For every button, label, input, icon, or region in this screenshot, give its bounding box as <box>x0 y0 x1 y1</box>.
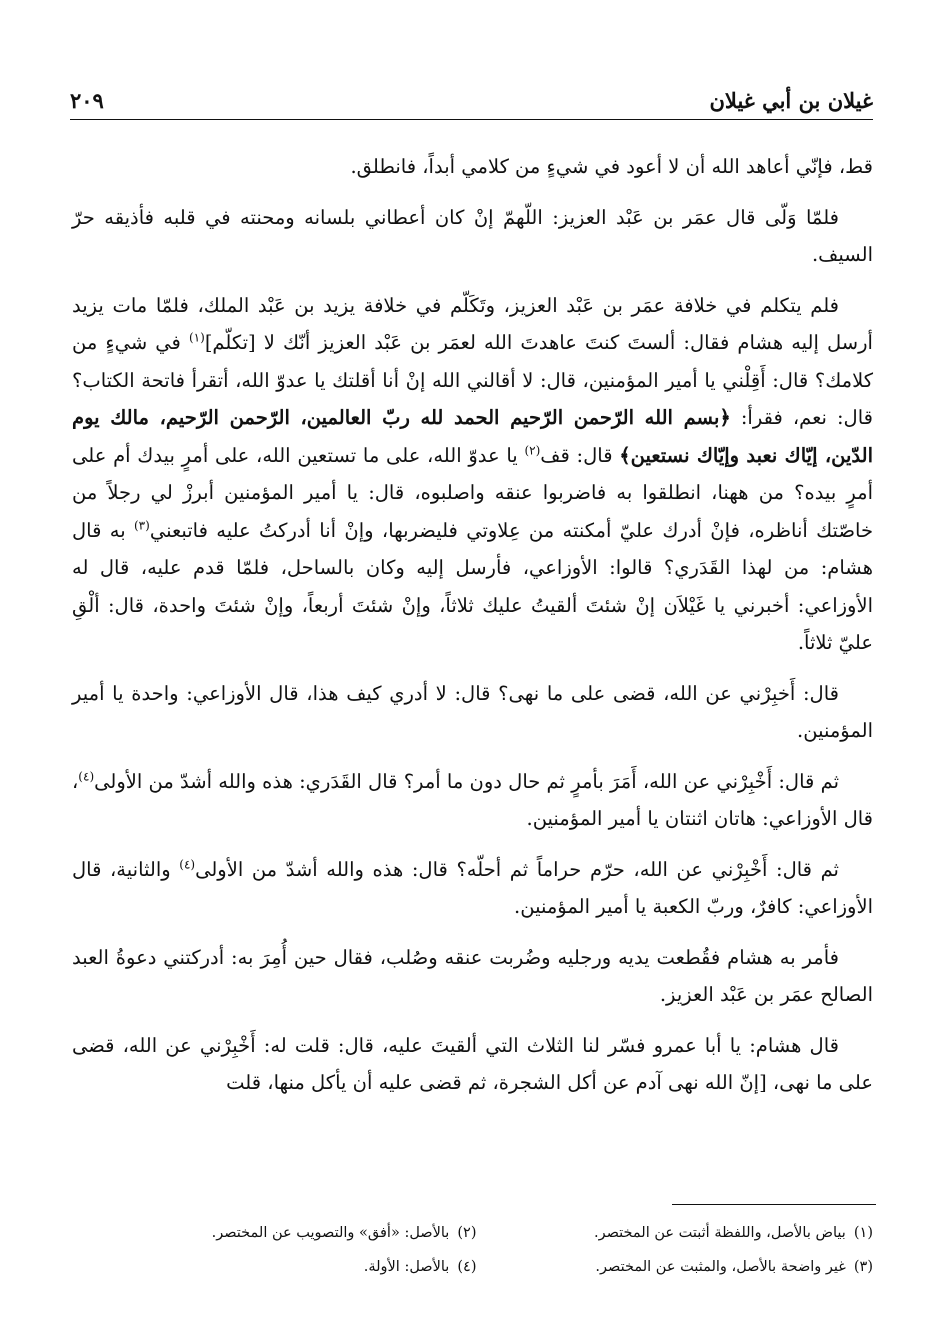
paragraph-3-part-d: يا عدوّ الله، على ما تستعين الله، على أمرٍ بيدك أم على أمرٍ بيده؟ من ههنا، انطلقوا به فاضربوا عنقه واصلبوه، قال: يا أمير المؤمنين أبرزْ لي رجلاً من خاصّتك أناظره، فإنْ أدرك عليّ أمكنته من عِلاوتي فليضربها، وإنْ أنا أدركتُ عليه فاتبعني <box>72 443 873 542</box>
paragraph-4: قال: أَخبِرْني عن الله، قضى على ما نهى؟ قال: لا أدري كيف هذا، قال الأوزاعي: واحدة يا أمير المؤمنين. <box>72 681 873 742</box>
footnote-text: بالأصل: «أفق» والتصويب عن المختصر. <box>211 1225 450 1241</box>
paragraph-3-part-c: قال: قف <box>540 443 620 467</box>
footnote-text: غير واضحة بالأصل، والمثبت عن المختصر. <box>595 1259 846 1275</box>
paragraph-1: قط، فإنّي أعاهد الله أن لا أعود في شيءٍ من كلامي أبداً، فانطلق. <box>350 155 873 178</box>
footnote-row <box>80 1216 873 1250</box>
paragraph-7: فأمر به هشام فقُطعت يديه ورجليه وضُربت عنقه وصُلب، فقال حين أُمِرَ به: أدركتني دعوةُ العبد الصالح عمَر بن عَبْد العزيز. <box>72 945 873 1006</box>
paragraph-6-part-b: والثانية، قال الأوزاعي: كافرٌ، وربّ الكعبة يا أمير المؤمنين. <box>72 857 873 918</box>
footnote-3 <box>477 1250 874 1284</box>
footnote-number: (١) <box>853 1225 873 1241</box>
paragraph-3-part-b: في شيءٍ من كلامك؟ قال: أَقِلْني يا أمير المؤمنين، قال: لا أقالني الله إنْ أنا أقلتك يا عدوّ الله، أتقرأ فاتحة الكتاب؟ قال: نعم، فقرأ: <box>72 331 873 429</box>
footnote-ref-1[interactable]: (١) <box>188 330 205 345</box>
paragraph-5 <box>72 763 873 838</box>
footnote-number: (٣) <box>853 1259 873 1275</box>
footnote-4 <box>80 1250 477 1284</box>
footnote-ref-4a[interactable]: (٤) <box>78 769 95 783</box>
footnote-number: (٤) <box>457 1259 477 1275</box>
footnote-row <box>80 1250 873 1284</box>
running-title: غيلان بن أبي غيلان <box>709 88 873 113</box>
body-text <box>72 148 873 1115</box>
paragraph-3-part-a: فلم يتكلم في خلافة عمَر بن عَبْد العزيز، وتَكَلّم في خلافة يزيد بن عَبْد الملك، فلمّا مات يزيد أرسل إليه هشام فقال: ألستَ كنتَ عاهدتَ الله لعمَر بن عَبْد العزيز أنّك لا [تكلّم] <box>72 293 873 354</box>
page-number: ٢٠٩ <box>70 88 104 113</box>
footnote-ref-4b[interactable]: (٤) <box>179 857 196 871</box>
paragraph-5-part-a: ثم قال: أَخْبِرْني عن الله، أَمَرَ بأمرٍ ثم حال دون ما أمر؟ قال القَدَري: هذه والله أشدّ من الأولى <box>94 769 839 793</box>
paragraph-5-part-b: ، قال الأوزاعي: هاتان اثنتان يا أمير المؤمنين. <box>72 769 873 830</box>
page-header <box>70 80 873 120</box>
paragraph-3-part-e: به قال هشام: من لهذا القَدَري؟ قالوا: الأوزاعي، فأرسل إليه وكان بالساحل، فلمّا قدم عليه، قال له الأوزاعي: أخبرني يا غَيْلاَن إنْ شئتَ ألقيتُ عليك ثلاثاً، وإنْ شئتَ أربعاً، وإنْ شئتَ واحدة، قال: ألْقِ عليّ ثلاثاً. <box>72 518 873 654</box>
footnote-divider <box>672 1204 876 1205</box>
footnote-ref-3[interactable]: (٣) <box>133 518 150 532</box>
paragraph-8: قال هشام: يا أبا عمرو فسّر لنا الثلاث التي ألقيتَ عليه، قال: قلت له: أَخْبِرْني عن الله، قضى على ما نهى، [إنّ الله نهى آدم عن أكل الشجرة، ثم قضى عليه أن يأكل منها، قلت <box>72 1033 873 1094</box>
quran-verse: ﴿بسم الله الرّحمن الرّحيم الحمد لله ربّ العالمين، الرّحمن الرّحيم، مالك يوم الدّين، إيّاك نعبد وإيّاك نستعين﴾ <box>72 406 873 467</box>
footnote-text: بالأصل: الأولة. <box>363 1259 450 1275</box>
footnote-2 <box>80 1216 477 1250</box>
footnote-text: بياض بالأصل، واللفظة أثبتت عن المختصر. <box>594 1225 846 1241</box>
paragraph-6 <box>72 851 873 926</box>
paragraph-6-part-a: ثم قال: أَخْبِرْني عن الله، حرّم حراماً ثم أحلّه؟ قال: هذه والله أشدّ من الأولى <box>195 857 839 881</box>
footnote-ref-2[interactable]: (٢) <box>524 443 541 457</box>
footnotes <box>80 1216 873 1284</box>
paragraph-2: فلمّا وَلّى قال عمَر بن عَبْد العزيز: اللّهمّ إنْ كان أعطاني بلسانه ومحنته في قلبه فأذيقه حرّ السيف. <box>72 205 873 266</box>
footnote-number: (٢) <box>457 1225 477 1241</box>
footnote-1 <box>477 1216 874 1250</box>
paragraph-3 <box>72 287 873 662</box>
